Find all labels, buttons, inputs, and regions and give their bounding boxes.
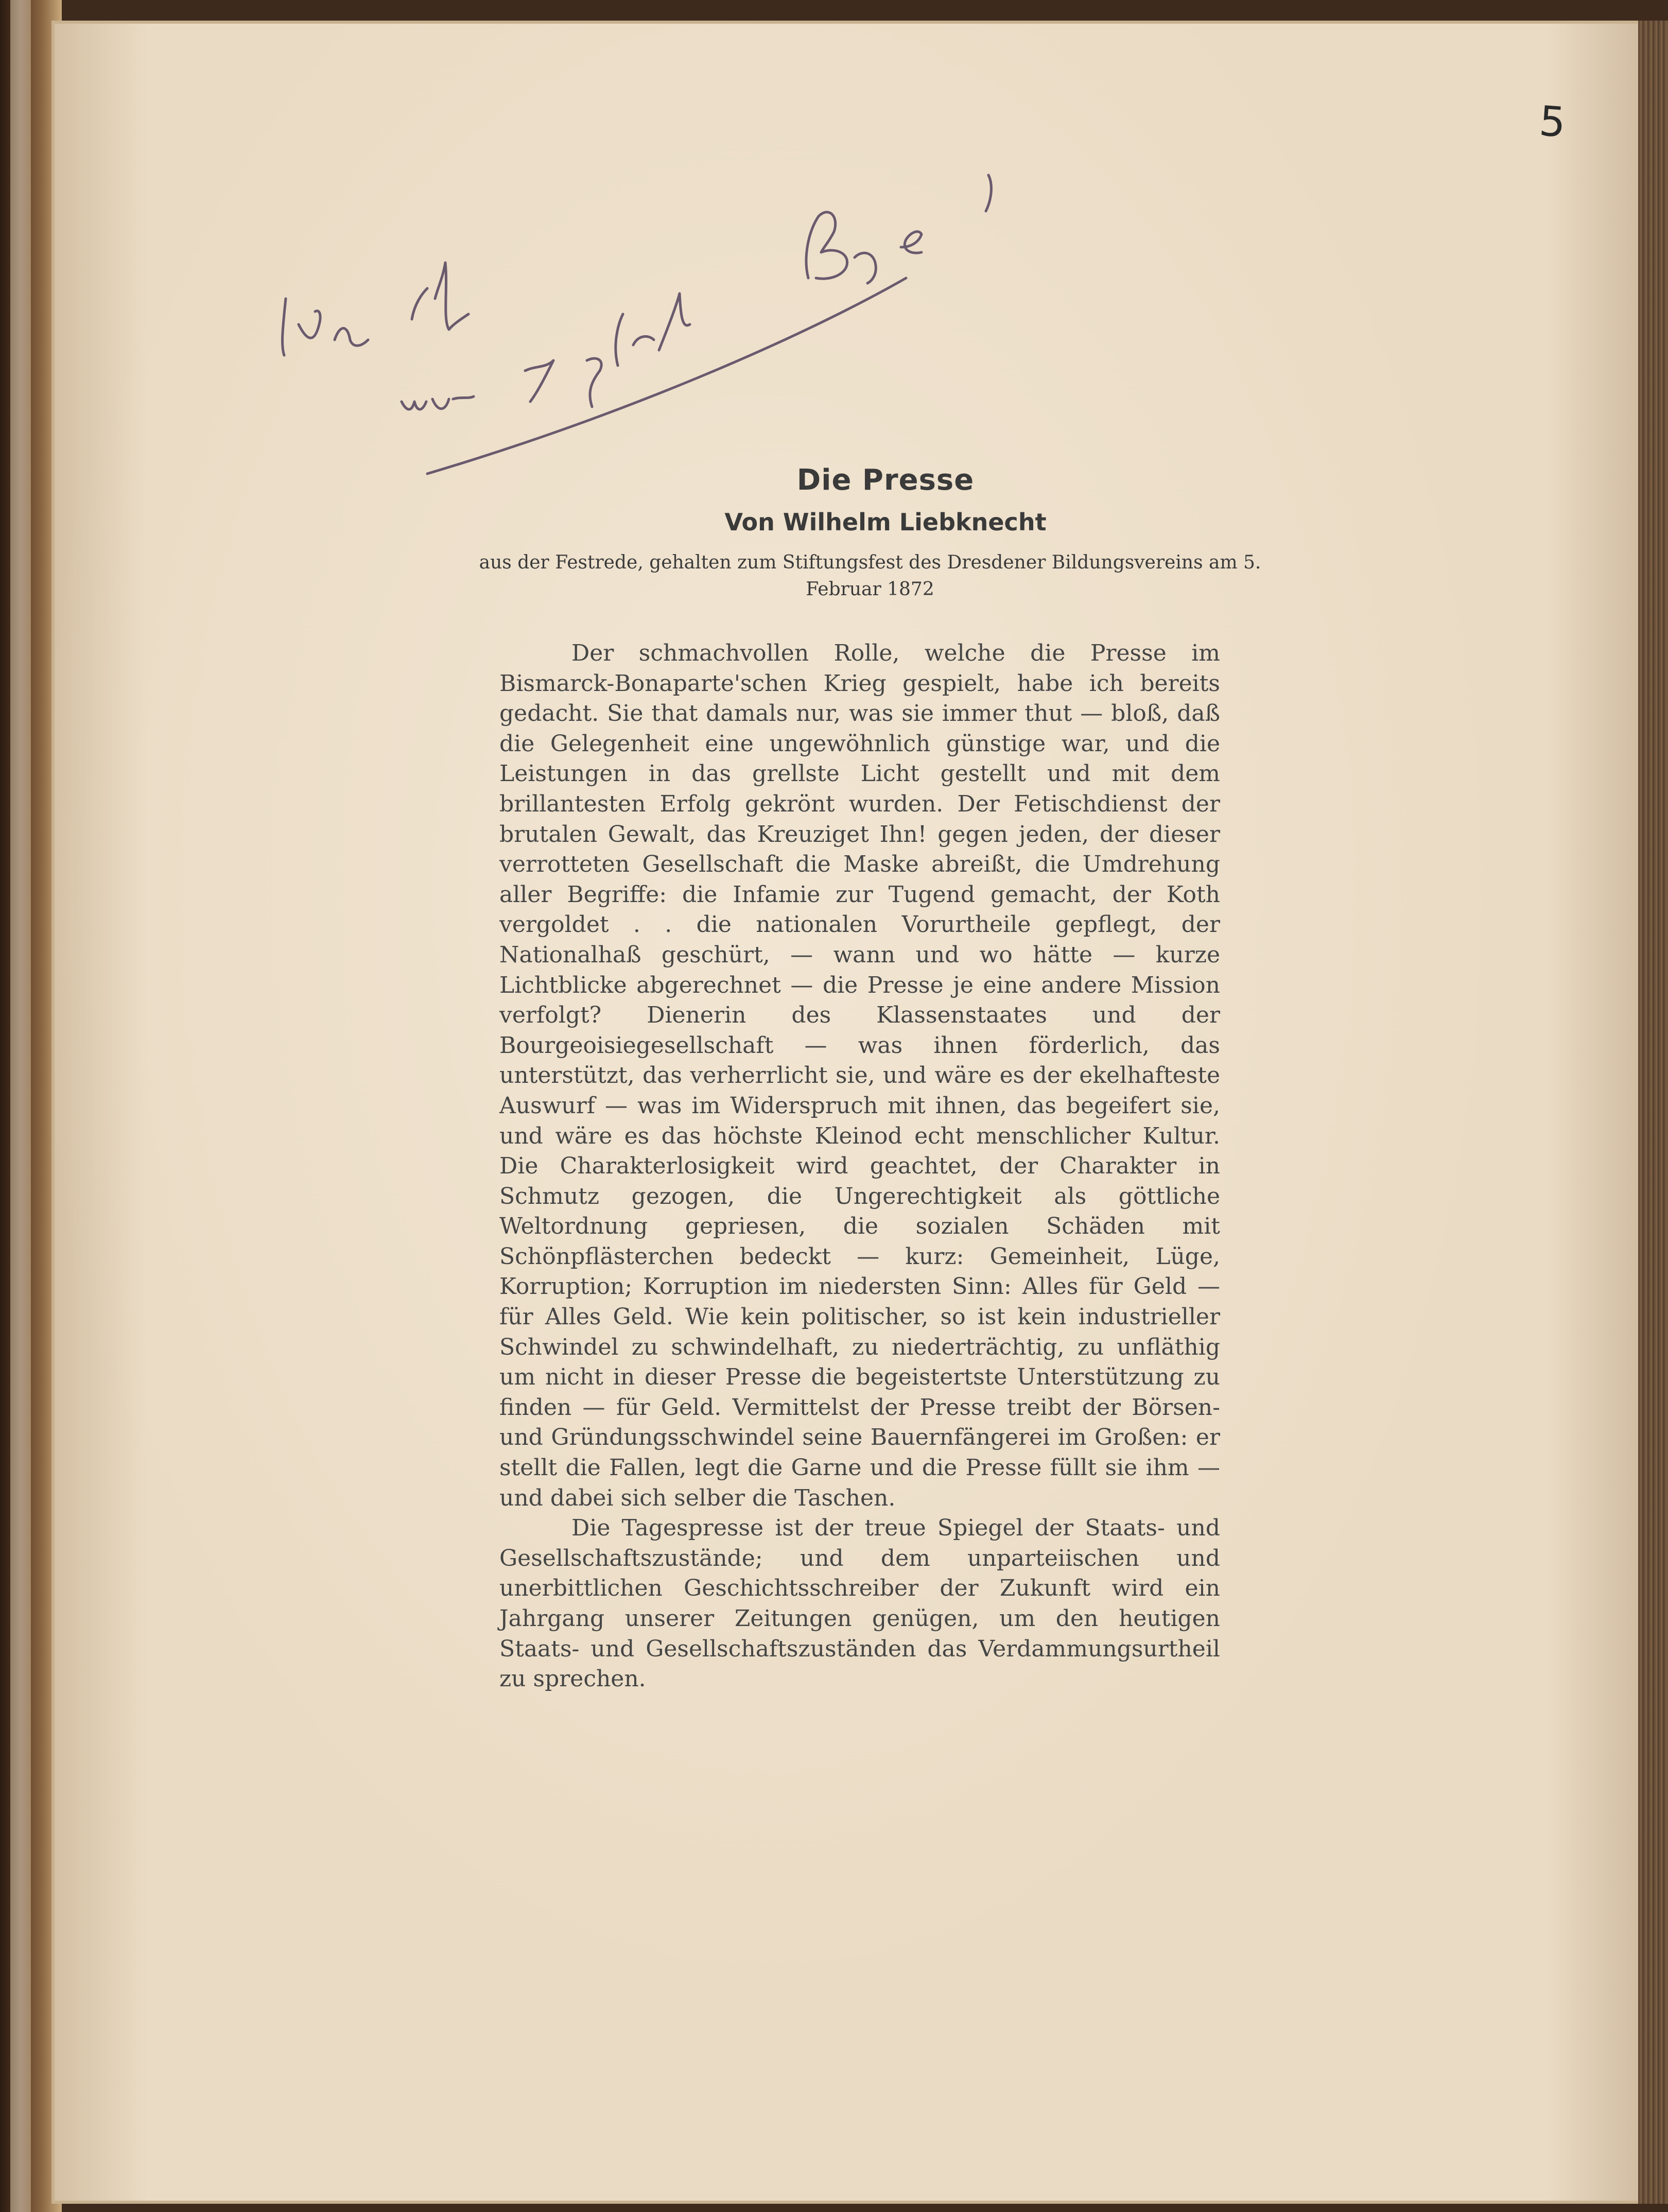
- article-title: Die Presse: [796, 463, 975, 497]
- article-subtitle: aus der Festrede, gehalten zum Stiftungsfest des Dresdener Bildungsvereins am 5. Februar 1872: [479, 552, 1261, 600]
- handwritten-note-signature: [257, 170, 1081, 489]
- body-paragraph: Die Tagespresse ist der treue Spiegel der Staats- und Gesellschaftszustände; und dem unparteiischen und unerbittlichen Geschichtsschreiber der Zukunft wird ein Jahrgang unserer Zeitungen genügen, um den heutigen Staats- und Gesellschaftszuständen das Verdammungsurtheil zu sprechen.: [499, 1515, 1220, 1692]
- article-author: Von Wilhelm Liebknecht: [724, 508, 1047, 536]
- body-paragraph: Der schmachvollen Rolle, welche die Presse im Bismarck-Bonaparte'schen Krieg gespielt, habe ich bereits gedacht. Sie that damals nur, was sie immer thut — bloß, daß die Gelegenheit eine ungewöhnlich günstige war, und die Leistungen in das grellste Licht gestellt und mit dem brillantesten Erfolg gekrönt wurden. Der Fetischdienst der brutalen Gewalt, das Kreuziget Ihn! gegen jeden, der dieser verrotteten Gesellschaft die Maske abreißt, die Umdrehung aller Begriffe: die Infamie zur Tugend gemacht, der Koth vergoldet . . die nationalen Vorurtheile gepflegt, der Nationalhaß geschürt, — wann und wo hätte — kurze Lichtblicke abgerechnet — die Presse je eine andere Mission verfolgt? Dienerin des Klassenstaates und der Bourgeoisiegesellschaft — was ihnen förderlich, das unterstützt, das verherrlicht sie, und wäre es der ekelhafteste Auswurf — was im Widerspruch mit ihnen, das begeifert sie, und wäre es das höchste Kleinod echt menschlicher Kultur. Die Charakterlosigkeit wird geachtet, der Charakter in Schmutz gezogen, die Ungerechtigkeit als göttliche Weltordnung gepriesen, die sozialen Schäden mit Schönpflästerchen bedeckt — kurz: Gemeinheit, Lüge, Korruption; Korruption im niedersten Sinn: Alles für Geld — für Alles Geld. Wie kein politischer, so ist kein industrieller Schwindel zu schwindelhaft, zu niederträchtig, zu unfläthig um nicht in dieser Presse die begeistertste Unterstützung zu finden — für Geld. Vermittelst der Presse treibt der Börsen- und Gründungsschwindel seine Bauernfängerei im Großen: er stellt die Fallen, legt die Garne und die Presse füllt sie ihm — und dabei sich selber die Taschen.: [499, 640, 1220, 1511]
- article-header: [463, 463, 1277, 603]
- handwritten-page-number: 5: [1537, 97, 1568, 147]
- page-edge-stack: [1638, 21, 1668, 2204]
- article-body: [499, 638, 1220, 1695]
- binding-strip: [10, 0, 31, 2212]
